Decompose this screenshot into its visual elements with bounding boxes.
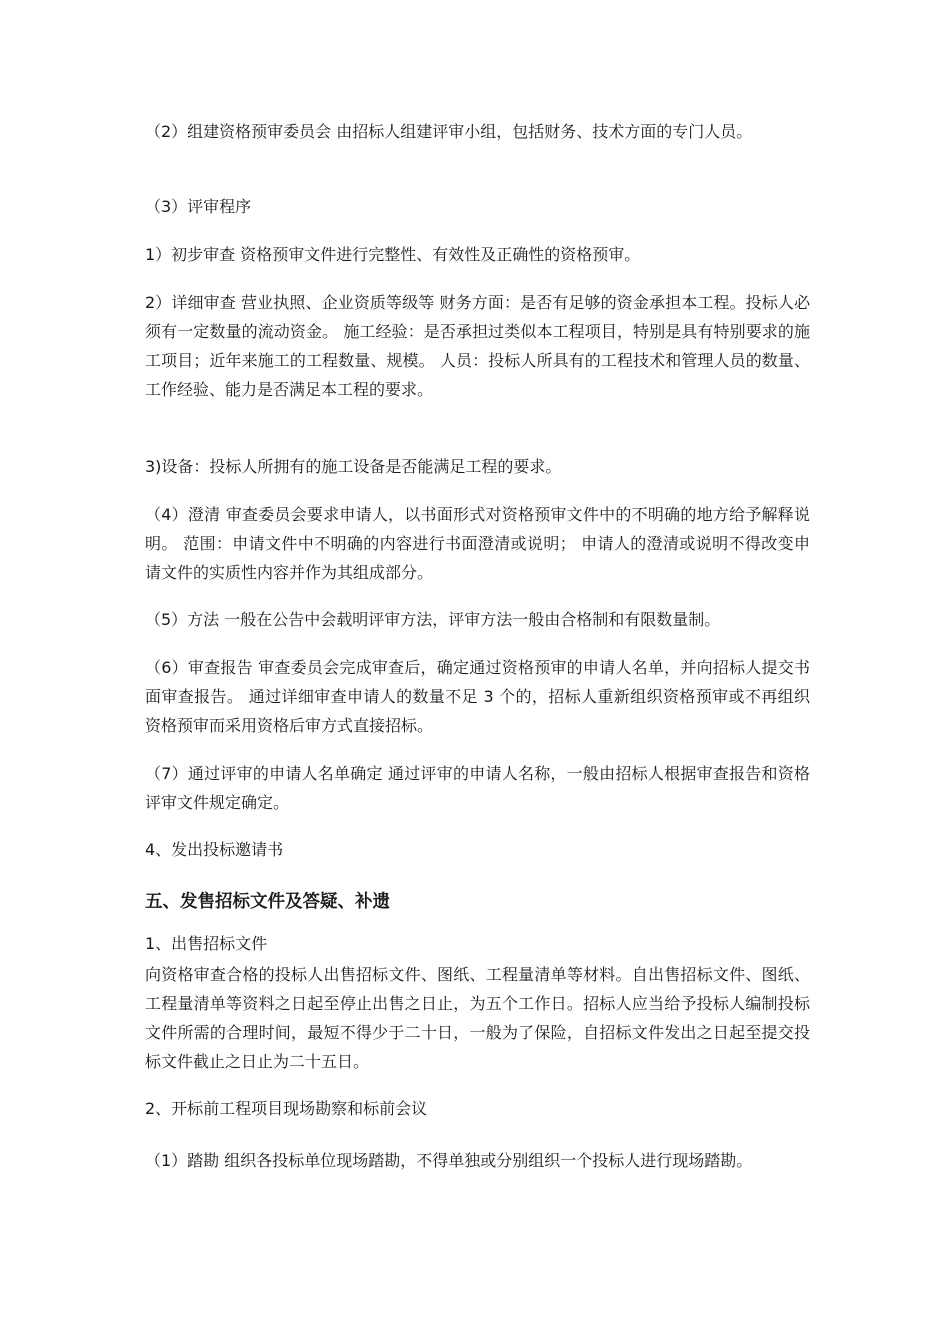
- paragraph-clarification: （4）澄清 审查委员会要求申请人，以书面形式对资格预审文件中的不明确的地方给予解释说明。 范围：申请文件中不明确的内容进行书面澄清或说明； 申请人的澄清或说明不得改变申请文件的实质性内容并作为其组成部分。: [145, 505, 810, 582]
- paragraph-review-procedure: （3）评审程序: [145, 197, 252, 216]
- paragraph-method: （5）方法 一般在公告中会载明评审方法，评审方法一般由合格制和有限数量制。: [145, 610, 721, 629]
- paragraph-applicant-list: （7）通过评审的申请人名单确定 通过评审的申请人名称，一般由招标人根据审查报告和资格评审文件规定确定。: [145, 764, 810, 812]
- paragraph-site-survey-title: 2、开标前工程项目现场勘察和标前会议: [145, 1099, 428, 1118]
- paragraph-review-report: （6）审查报告 审查委员会完成审查后，确定通过资格预审的申请人名单，并向招标人提交书面审查报告。 通过详细审查申请人的数量不足 3 个的，招标人重新组织资格预审或不再组织资格预审而采用资格后审方式直接招标。: [145, 658, 810, 735]
- paragraph-qualification-committee: （2）组建资格预审委员会 由招标人组建评审小组，包括财务、技术方面的专门人员。: [145, 122, 753, 141]
- paragraph-preliminary-review: 1）初步审查 资格预审文件进行完整性、有效性及正确性的资格预审。: [145, 245, 641, 264]
- paragraph-invitation: 4、发出投标邀请书: [145, 840, 284, 859]
- section-heading: 五、发售招标文件及答疑、补遗: [145, 892, 390, 912]
- paragraph-sell-docs-body: 向资格审查合格的投标人出售招标文件、图纸、工程量清单等材料。自出售招标文件、图纸、工程量清单等资料之日起至停止出售之日止，为五个工作日。招标人应当给予投标人编制投标文件所需的合理时间，最短不得少于二十日，一般为了保险，自招标文件发出之日起至提交投标文件截止之日止为二十五日。: [145, 965, 810, 1071]
- paragraph-detailed-review: 2）详细审查 营业执照、企业资质等级等 财务方面：是否有足够的资金承担本工程。投标人必须有一定数量的流动资金。 施工经验：是否承担过类似本工程项目，特别是具有特别要求的施工项目；近年来施工的工程数量、规模。 人员：投标人所具有的工程技术和管理人员的数量、工作经验、能力是否满足本工程的要求。: [145, 293, 810, 399]
- paragraph-equipment: 3)设备：投标人所拥有的施工设备是否能满足工程的要求。: [145, 457, 562, 476]
- paragraph-site-survey: （1）踏勘 组织各投标单位现场踏勘，不得单独或分别组织一个投标人进行现场踏勘。: [145, 1151, 753, 1170]
- paragraph-sell-docs-title: 1、出售招标文件: [145, 934, 268, 953]
